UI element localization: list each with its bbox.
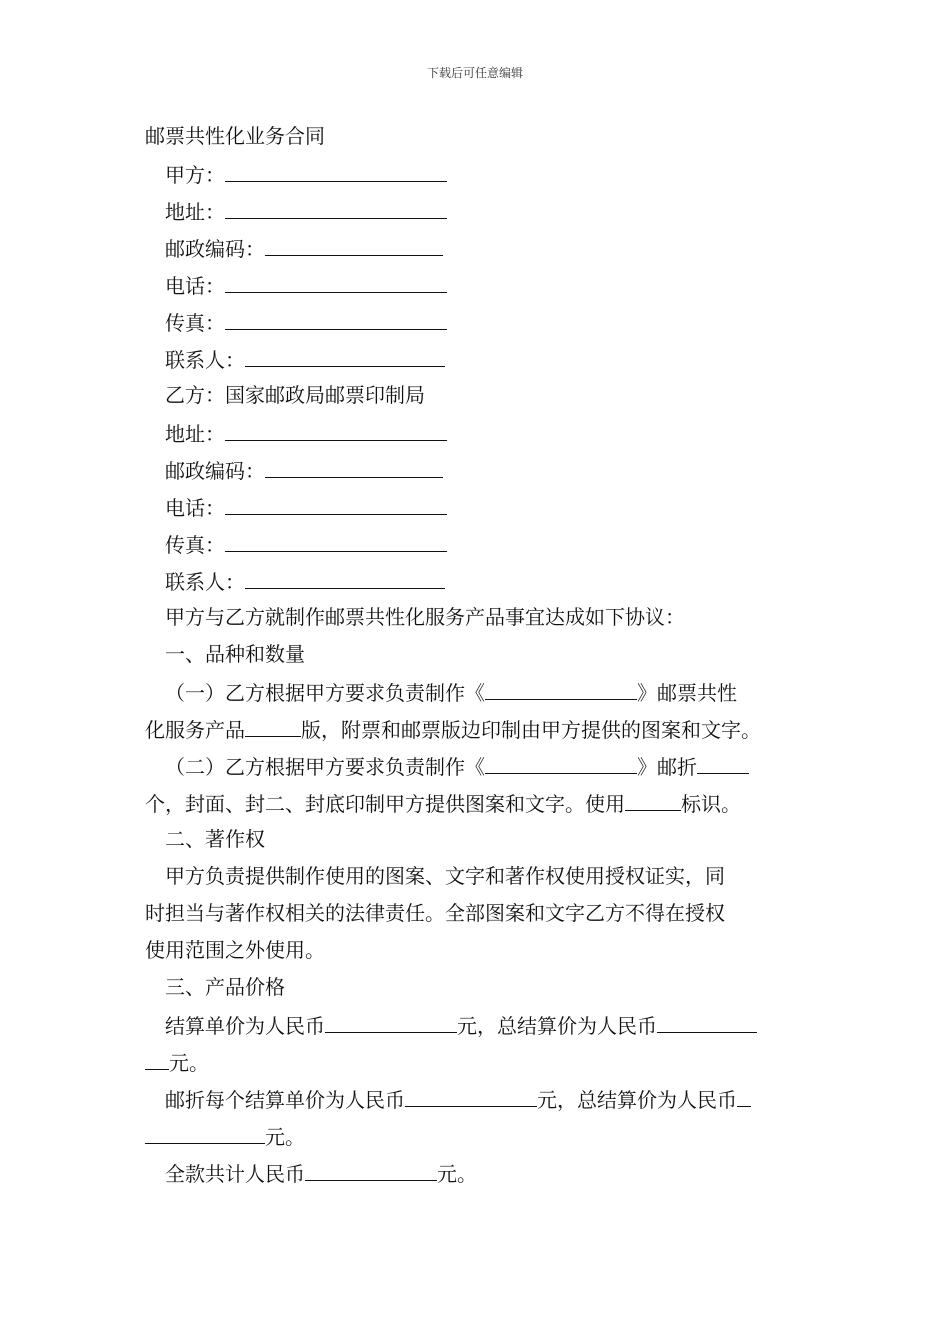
- party-a-address-row: [145, 192, 815, 229]
- party-a-contact-row: [145, 340, 815, 377]
- agreement-intro: 甲方与乙方就制作邮票共性化服务产品事宜达成如下协议：: [165, 605, 685, 629]
- party-a-postcode-label: 邮政编码：: [165, 237, 265, 261]
- text: 元，总结算价为人民币: [457, 1014, 657, 1038]
- party-b-phone-row: [145, 488, 815, 525]
- party-b-fax-row: [145, 525, 815, 562]
- text: 元，总结算价为人民币: [537, 1088, 737, 1112]
- text: （一）乙方根据甲方要求负责制作《: [165, 681, 485, 705]
- folder-unit-price-blank[interactable]: [405, 1080, 537, 1107]
- text: 元。: [169, 1051, 209, 1075]
- section-1-item-2-line-2: [145, 784, 815, 821]
- party-a-fax-label: 传真：: [165, 311, 225, 335]
- section-1-item-1-line-1: [145, 673, 815, 710]
- section-1-item-1-line-2: [145, 710, 815, 747]
- section-3-price-line-2: [145, 1043, 815, 1080]
- section-3-grand-total: [145, 1154, 815, 1191]
- party-b-phone-label: 电话：: [165, 496, 225, 520]
- party-b-address-blank[interactable]: [225, 414, 447, 441]
- total-price-blank-cont[interactable]: [145, 1043, 169, 1070]
- folder-name-blank[interactable]: [485, 747, 637, 774]
- text: （二）乙方根据甲方要求负责制作《: [165, 755, 485, 779]
- text: 结算单价为人民币: [165, 1014, 325, 1038]
- total-price-blank[interactable]: [657, 1006, 757, 1033]
- party-a-postcode-row: [145, 229, 815, 266]
- text: 》邮折: [637, 755, 697, 779]
- folder-count-blank[interactable]: [697, 747, 749, 774]
- text: 》邮票共性: [637, 681, 737, 705]
- party-b-name-row: 乙方：国家邮政局邮票印制局: [165, 383, 425, 407]
- party-b-address-row: [145, 414, 815, 451]
- party-a-contact-label: 联系人：: [165, 348, 245, 372]
- party-a-name-label: 甲方：: [165, 163, 225, 187]
- party-a-phone-label: 电话：: [165, 274, 225, 298]
- party-b-fax-label: 传真：: [165, 533, 225, 557]
- section-3-heading: 三、产品价格: [165, 975, 285, 999]
- section-1-heading: 一、品种和数量: [165, 642, 305, 666]
- party-b-fax-blank[interactable]: [225, 525, 447, 552]
- contract-document: [145, 118, 815, 1191]
- text: 化服务产品: [145, 718, 245, 742]
- party-b-postcode-label: 邮政编码：: [165, 459, 265, 483]
- party-a-contact-blank[interactable]: [245, 340, 445, 367]
- unit-price-blank[interactable]: [325, 1006, 457, 1033]
- grand-total-blank[interactable]: [305, 1154, 437, 1181]
- section-2-line-1: 甲方负责提供制作使用的图案、文字和著作权使用授权证实，同: [165, 864, 725, 888]
- section-2-heading: 二、著作权: [165, 827, 265, 851]
- text: 邮折每个结算单价为人民币: [165, 1088, 405, 1112]
- party-b-contact-blank[interactable]: [245, 562, 445, 589]
- section-2-line-2: 时担当与著作权相关的法律责任。全部图案和文字乙方不得在授权: [145, 901, 725, 925]
- section-2-line-3: 使用范围之外使用。: [145, 938, 325, 962]
- text: 全款共计人民币: [165, 1162, 305, 1186]
- party-a-phone-row: [145, 266, 815, 303]
- party-a-phone-blank[interactable]: [225, 266, 447, 293]
- text: 个，封面、封二、封底印制甲方提供图案和文字。使用: [145, 792, 625, 816]
- edition-count-blank[interactable]: [245, 710, 301, 737]
- party-a-address-blank[interactable]: [225, 192, 447, 219]
- party-b-contact-row: [145, 562, 815, 599]
- section-1-item-2-line-1: [145, 747, 815, 784]
- party-b-address-label: 地址：: [165, 422, 225, 446]
- text: 元。: [265, 1125, 305, 1149]
- party-b-phone-blank[interactable]: [225, 488, 447, 515]
- party-b-contact-label: 联系人：: [165, 570, 245, 594]
- party-a-name-blank[interactable]: [225, 155, 447, 182]
- party-a-address-label: 地址：: [165, 200, 225, 224]
- page-header-note: 下载后可任意编辑: [426, 66, 523, 80]
- section-3-price-line-1: [145, 1006, 815, 1043]
- party-a-postcode-blank[interactable]: [265, 229, 443, 256]
- party-b-postcode-blank[interactable]: [265, 451, 443, 478]
- doc-title: 邮票共性化业务合同: [145, 124, 325, 148]
- party-b-postcode-row: [145, 451, 815, 488]
- party-a-name-row: [145, 155, 815, 192]
- folder-total-price-blank[interactable]: [737, 1080, 751, 1107]
- party-a-fax-blank[interactable]: [225, 303, 447, 330]
- section-3-folder-price-line-2: [145, 1117, 815, 1154]
- text: 版，附票和邮票版边印制由甲方提供的图案和文字。: [301, 718, 761, 742]
- party-a-fax-row: [145, 303, 815, 340]
- text: 元。: [437, 1162, 477, 1186]
- text: 标识。: [681, 792, 741, 816]
- folder-total-price-blank-cont[interactable]: [145, 1117, 265, 1144]
- section-3-folder-price-line-1: [145, 1080, 815, 1117]
- mark-blank[interactable]: [625, 784, 681, 811]
- stamp-name-blank[interactable]: [485, 673, 637, 700]
